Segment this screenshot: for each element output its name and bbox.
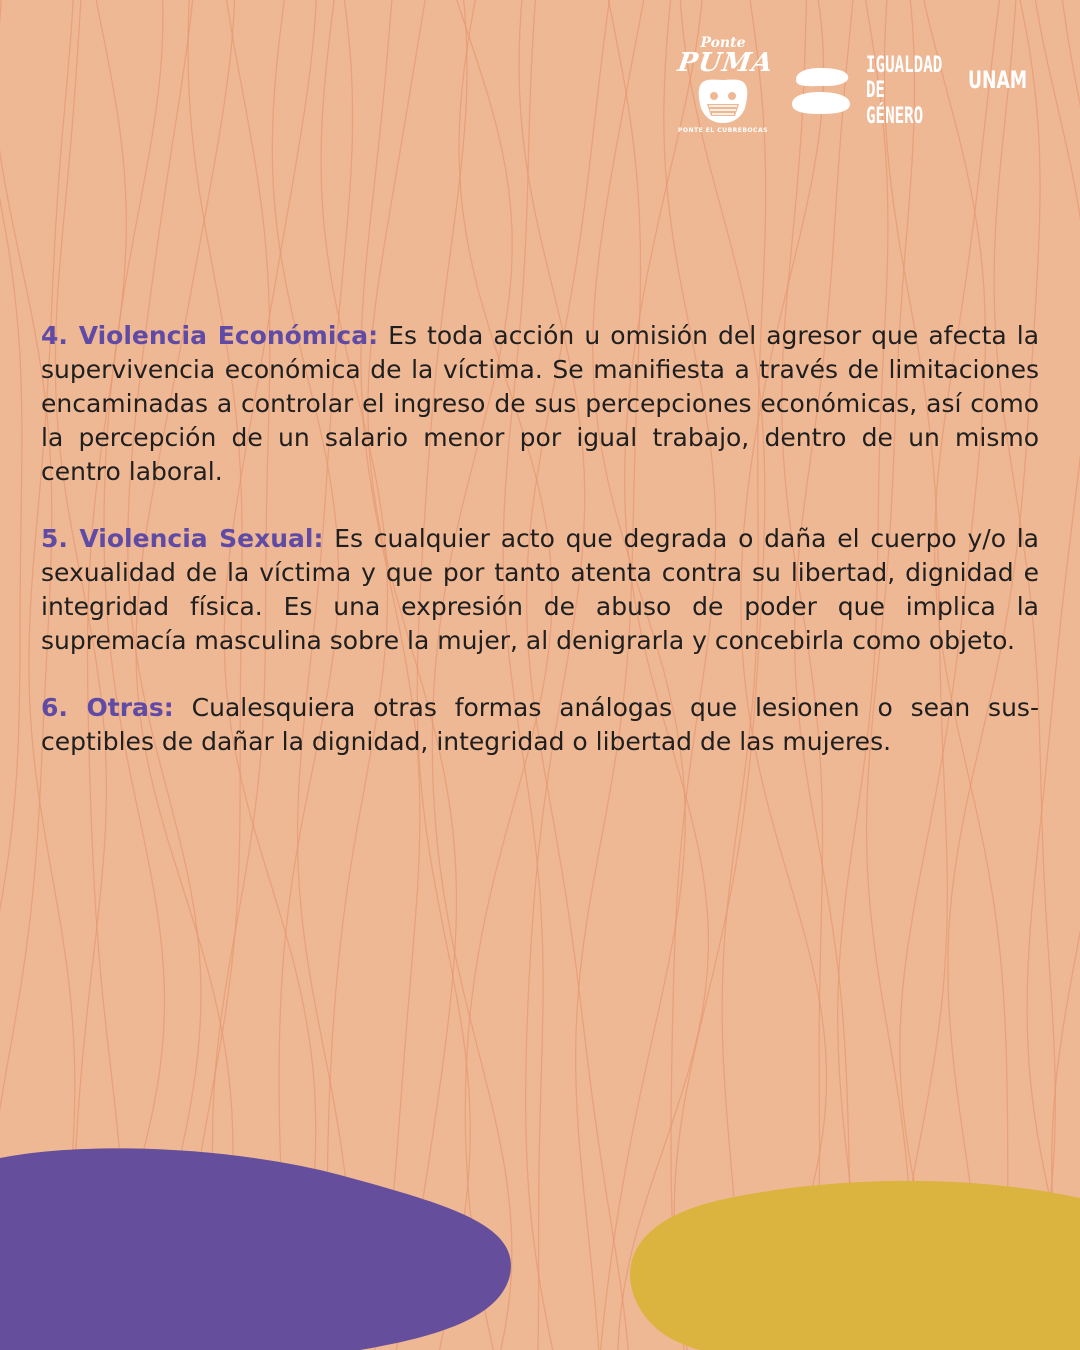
ponte-puma-caption: PONTE EL CUBREBOCAS: [678, 127, 768, 134]
item-body: Es toda acción u omisión del agresor que afecta la supervivencia económica de la víctima. Se manifiesta a través de limitaciones encaminadas a controlar el ingreso de sus percepciones económicas, así como la percepción de un salario menor por igual trabajo, dentro de un mismo centro laboral.: [41, 321, 1040, 486]
igualdad-line1: IGUALDAD: [865, 53, 943, 79]
item-heading: 6. Otras:: [41, 693, 174, 722]
violence-types-content: [41, 319, 1039, 792]
item-heading: 5. Violencia Sexual:: [41, 524, 324, 553]
ponte-puma-logo-top: Ponte: [700, 35, 746, 51]
igualdad-genero-mark-icon: [790, 66, 852, 116]
igualdad-line2: DE GÉNERO: [865, 78, 924, 129]
item-heading: 4. Violencia Económica:: [41, 321, 379, 350]
item-economica: [41, 319, 1039, 489]
ponte-puma-logo-main: PUMA: [675, 48, 776, 78]
puma-mask-icon: [695, 78, 751, 124]
item-body: Es cualquier acto que degrada o daña el cuerpo y/o la sexualidad de la víctima y que por tanto atenta contra su libertad, dignidad e integridad física. Es una expresión de abuso de poder que implica la supremacía masculina sobre la mujer, al denigrarla y concebirla como objeto.: [41, 524, 1040, 655]
purple-blob: [0, 1148, 511, 1350]
igualdad-genero-wordmark: [866, 53, 945, 129]
item-sexual: [41, 522, 1039, 658]
ponte-puma-logo: [675, 35, 776, 146]
header-logos: [675, 35, 1050, 146]
yellow-blob: [630, 1181, 1080, 1350]
item-otras: [41, 691, 1039, 759]
item-body: Cualesquiera otras formas análogas que lesionen o sean susceptibles de dañar la dignidad, integridad o libertad de las mujeres.: [41, 693, 1039, 756]
unam-wordmark: UNAM: [967, 66, 1028, 94]
